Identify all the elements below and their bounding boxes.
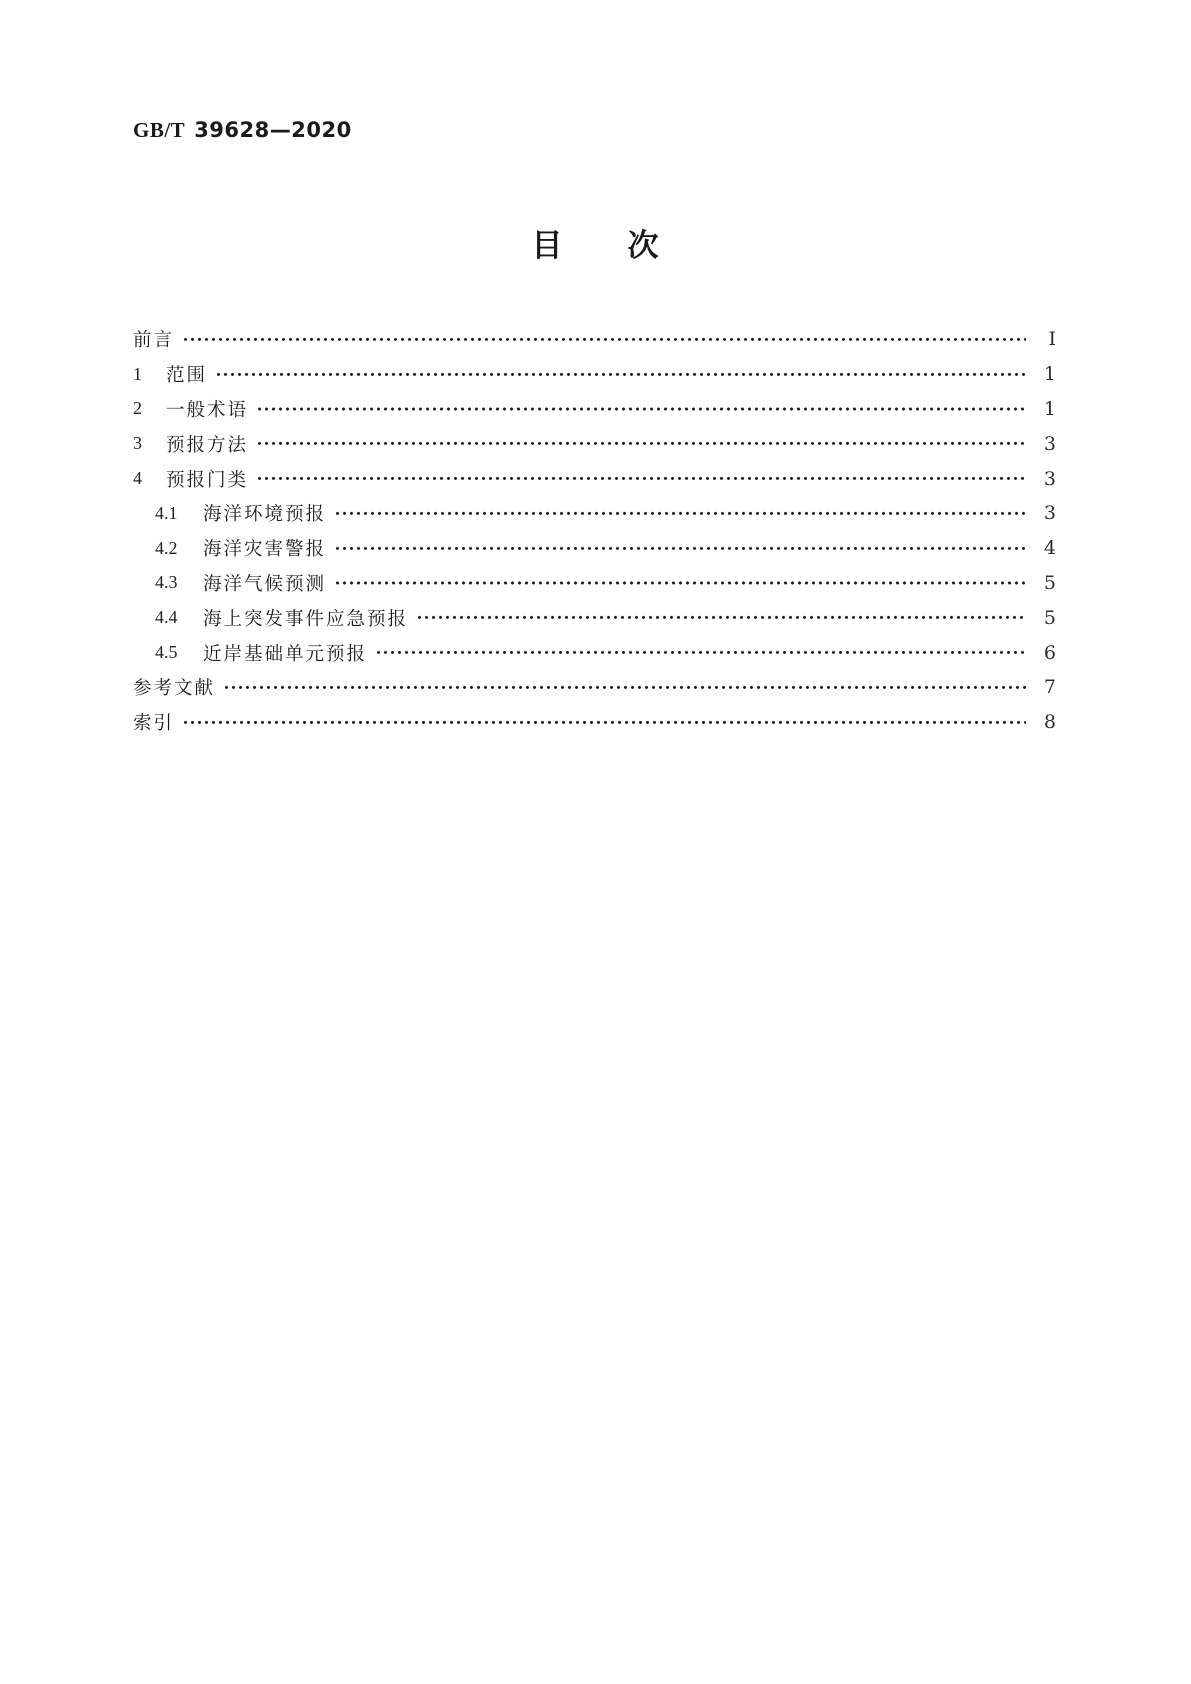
toc-entry-number: 3 xyxy=(133,433,142,454)
toc-entry-page: 3 xyxy=(1043,432,1056,455)
toc-dot-leader xyxy=(256,426,1026,461)
toc-entry-label: 近岸基础单元预报 xyxy=(203,644,368,665)
toc-dot-leader xyxy=(375,635,1026,670)
toc-dot-leader xyxy=(182,322,1026,357)
toc-entry xyxy=(133,461,1056,496)
standard-number: 39628—2020 xyxy=(194,118,352,142)
toc-entry xyxy=(133,600,1056,635)
standard-code-header xyxy=(133,118,352,143)
toc-entry-number: 4 xyxy=(133,468,142,489)
toc-entry-number: 4.4 xyxy=(155,607,178,628)
toc-entry-page: Ⅰ xyxy=(1048,328,1056,351)
toc-entry xyxy=(133,357,1056,392)
toc-entry-page: 5 xyxy=(1043,571,1056,594)
toc-entry-number: 2 xyxy=(133,398,142,419)
toc-entry-label: 一般术语 xyxy=(166,400,249,421)
toc-entry-label: 参考文献 xyxy=(133,679,216,700)
toc-dot-leader xyxy=(334,566,1026,601)
toc-dot-leader xyxy=(416,600,1026,635)
toc-entry-number: 4.5 xyxy=(155,642,178,663)
toc-entry xyxy=(133,635,1056,670)
toc-entry xyxy=(133,705,1056,740)
table-of-contents xyxy=(133,322,1056,740)
toc-entry-page: 6 xyxy=(1043,641,1056,664)
toc-dot-leader xyxy=(182,705,1026,740)
toc-entry-label: 海洋灾害警报 xyxy=(203,540,327,561)
toc-entry xyxy=(133,670,1056,705)
toc-entry-page: 8 xyxy=(1043,711,1056,734)
toc-entry-label: 预报门类 xyxy=(166,470,249,491)
toc-entry-label: 海上突发事件应急预报 xyxy=(203,609,409,630)
toc-entry xyxy=(133,496,1056,531)
toc-entry-page: 1 xyxy=(1043,363,1056,386)
toc-dot-leader xyxy=(256,461,1026,496)
toc-entry xyxy=(133,392,1056,427)
toc-entry-label: 索引 xyxy=(133,714,175,735)
toc-entry xyxy=(133,531,1056,566)
toc-entry xyxy=(133,322,1056,357)
toc-entry-label: 海洋气候预测 xyxy=(203,574,327,595)
toc-dot-leader xyxy=(334,496,1026,531)
toc-dot-leader xyxy=(223,670,1026,705)
toc-dot-leader xyxy=(215,357,1026,392)
toc-entry-page: 5 xyxy=(1043,606,1056,629)
toc-entry-page: 4 xyxy=(1043,537,1056,560)
toc-dot-leader xyxy=(334,531,1026,566)
toc-entry-page: 7 xyxy=(1043,676,1056,699)
toc-entry-page: 3 xyxy=(1043,502,1056,525)
toc-entry-page: 1 xyxy=(1043,397,1056,420)
toc-entry-label: 海洋环境预报 xyxy=(203,505,327,526)
toc-entry-label: 前言 xyxy=(133,331,175,352)
page-title: 目 次 xyxy=(531,228,660,263)
toc-entry-label: 预报方法 xyxy=(166,435,249,456)
toc-entry-number: 1 xyxy=(133,363,142,384)
toc-entry xyxy=(133,566,1056,601)
toc-entry-number: 4.3 xyxy=(155,572,178,593)
toc-dot-leader xyxy=(256,392,1026,427)
toc-entry-number: 4.1 xyxy=(155,502,178,523)
toc-entry-page: 3 xyxy=(1043,467,1056,490)
toc-entry xyxy=(133,426,1056,461)
standard-prefix: GB/T xyxy=(133,118,186,142)
toc-entry-number: 4.2 xyxy=(155,537,178,558)
toc-entry-label: 范围 xyxy=(166,366,208,387)
